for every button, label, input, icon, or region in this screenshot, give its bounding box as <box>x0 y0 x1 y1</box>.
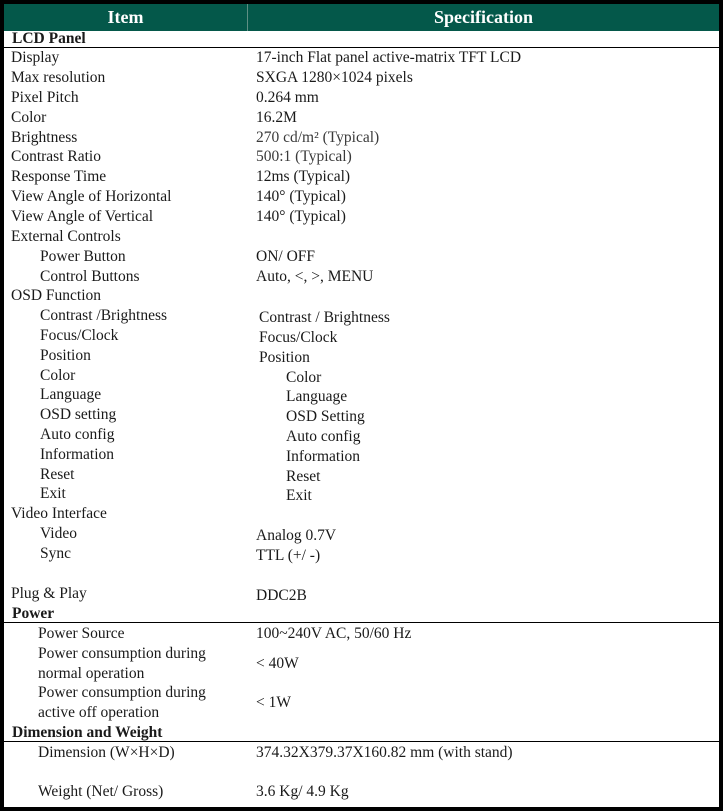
spec-value: 270 cd/m² (Typical) <box>256 129 380 146</box>
spec-value: DDC2B <box>256 587 307 604</box>
item-label: Auto config <box>40 426 115 443</box>
item-label: Reset <box>40 466 75 483</box>
item-label: View Angle of Vertical <box>11 208 154 225</box>
item-label: Pixel Pitch <box>11 89 79 106</box>
spec-value: 12ms (Typical) <box>256 168 351 185</box>
item-label-line1: Power consumption during <box>38 684 206 701</box>
spec-value: 140° (Typical) <box>256 208 346 225</box>
item-label: Information <box>40 446 115 463</box>
section-title: Power <box>12 605 55 622</box>
spec-value: Position <box>259 349 310 366</box>
item-label: Video <box>40 525 77 542</box>
spec-value: 374.32X379.37X160.82 mm (with stand) <box>256 744 513 761</box>
item-label: Power Source <box>38 625 125 642</box>
spec-value: 100~240V AC, 50/60 Hz <box>256 625 412 642</box>
spec-value: ON/ OFF <box>256 248 316 265</box>
section-title: LCD Panel <box>12 30 86 47</box>
item-label: Color <box>40 367 76 384</box>
spec-value: 500:1 (Typical) <box>256 148 352 165</box>
spec-value: 17-inch Flat panel active-matrix TFT LCD <box>256 49 522 66</box>
item-label: Dimension (W×H×D) <box>38 744 175 761</box>
item-label: Color <box>11 109 47 126</box>
item-label: View Angle of Horizontal <box>11 188 172 205</box>
item-label: OSD setting <box>40 406 117 423</box>
spec-value: Exit <box>286 487 312 504</box>
item-label: Video Interface <box>11 505 107 522</box>
item-label-line2: normal operation <box>38 665 145 682</box>
spec-value: Color <box>286 369 322 386</box>
header-specification: Specification <box>434 7 533 27</box>
item-label: Power Button <box>40 248 126 265</box>
section-divider <box>4 741 719 742</box>
table-row <box>4 644 719 684</box>
item-label: Control Buttons <box>40 268 140 285</box>
spec-value: 140° (Typical) <box>256 188 346 205</box>
spec-value: 16.2M <box>256 109 297 126</box>
item-label: Weight (Net/ Gross) <box>38 783 164 800</box>
spec-value: < 1W <box>256 694 291 711</box>
spec-value: Language <box>286 388 348 405</box>
spec-value: < 40W <box>256 655 299 672</box>
item-label: Contrast Ratio <box>11 148 101 165</box>
item-label: Response Time <box>11 168 107 185</box>
item-label: Language <box>40 386 102 403</box>
spec-value: 0.264 mm <box>256 89 319 106</box>
spec-value: Information <box>286 448 361 465</box>
spec-value: 3.6 Kg/ 4.9 Kg <box>256 783 349 800</box>
item-label: External Controls <box>11 228 121 245</box>
item-label: Contrast /Brightness <box>40 307 168 324</box>
spec-value: Analog 0.7V <box>256 527 337 544</box>
item-label: Brightness <box>11 129 78 146</box>
section-title: Dimension and Weight <box>12 724 163 741</box>
spec-value: Contrast / Brightness <box>259 309 390 326</box>
item-label: Max resolution <box>11 69 106 86</box>
header-item: Item <box>4 4 248 31</box>
spec-value: Reset <box>286 468 321 485</box>
table-header <box>4 4 719 31</box>
spec-value: Auto, <, >, MENU <box>256 268 374 285</box>
item-label: Sync <box>40 545 71 562</box>
item-label: Exit <box>40 485 66 502</box>
item-label: OSD Function <box>11 287 101 304</box>
item-label-line1: Power consumption during <box>38 645 206 662</box>
item-label-line2: active off operation <box>38 704 160 721</box>
spec-value: OSD Setting <box>286 408 365 425</box>
item-label: Position <box>40 347 91 364</box>
item-label: Display <box>11 49 60 66</box>
item-label: Focus/Clock <box>40 327 119 344</box>
spec-value: Focus/Clock <box>259 329 338 346</box>
item-label: Plug & Play <box>11 585 87 602</box>
spec-value: Auto config <box>286 428 361 445</box>
section-divider <box>4 622 719 623</box>
spec-value: TTL (+/ -) <box>256 547 321 564</box>
spec-value: SXGA 1280×1024 pixels <box>256 69 413 86</box>
table-row <box>4 683 719 723</box>
